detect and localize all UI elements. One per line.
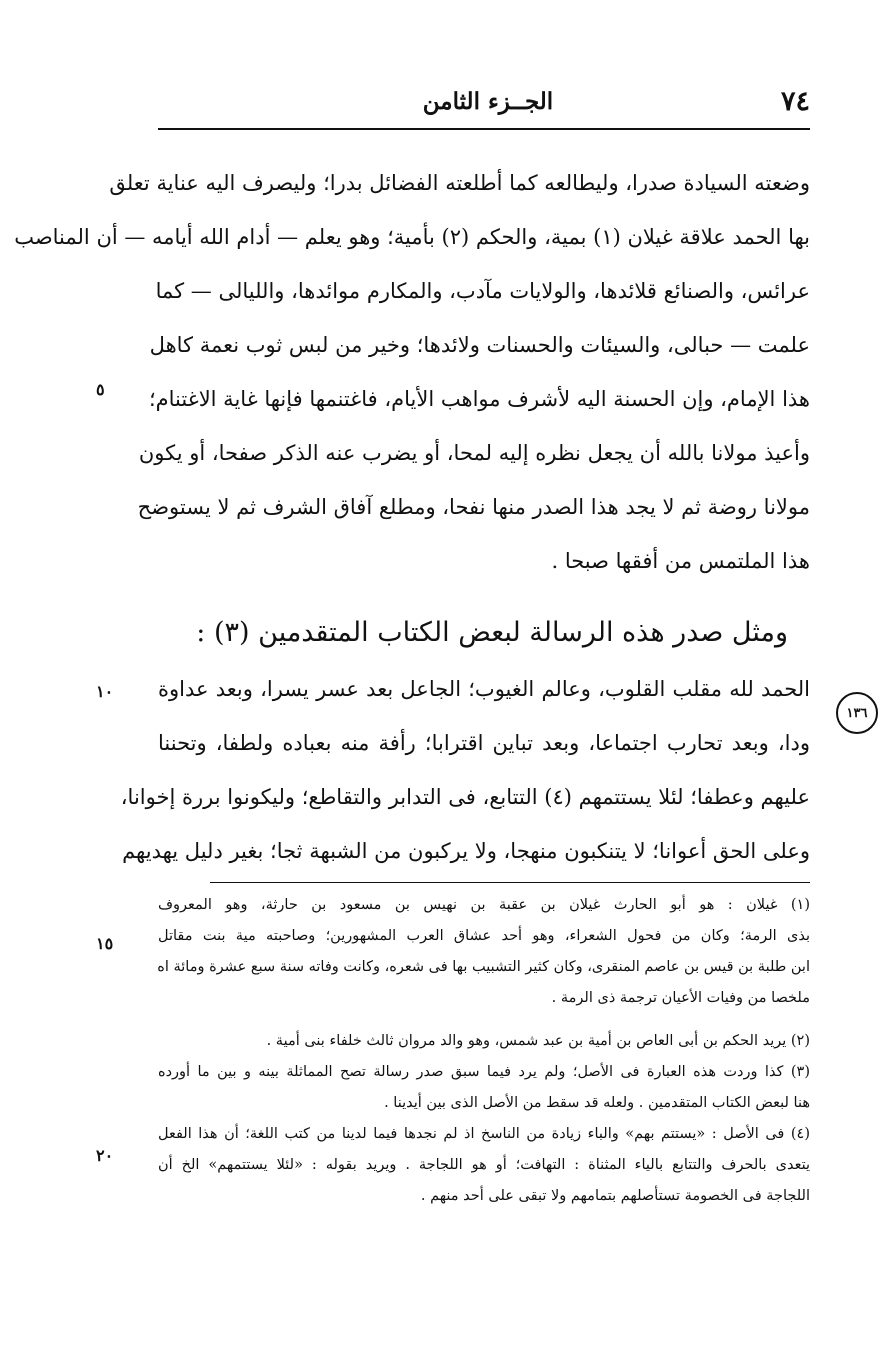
footnotes — [158, 890, 810, 1212]
footnote-line: بذى الرمة؛ وكان من فحول الشعراء، وهو أحد عشاق العرب المشهورين؛ وصاحبته مية بنت مقاتل — [158, 928, 810, 944]
footnote-line: (٣) كذا وردت هذه العبارة فى الأصل؛ ولم يرد فيما سبق صدر رسالة تصح المماثلة بينه و بين ما أورده — [158, 1064, 810, 1080]
section-heading: ومثل صدر هذه الرسالة لبعض الكتاب المتقدمين (٣) : — [196, 617, 788, 648]
footnote-line: يتعدى بالحرف والتتابع بالياء المثناة : التهافت؛ أو هو اللجاجة . ويريد بقوله : «لئلا يستتمهم» الخ أن — [158, 1157, 810, 1173]
text-line: وعلى الحق أعوانا؛ لا يتنكبون منهجا، ولا يركبون من الشبهة ثجا؛ بغير دليل يهديهم — [122, 839, 810, 863]
footnote-line: هنا لبعض الكتاب المتقدمين . ولعله قد سقط من الأصل الذى بين أيدينا . — [384, 1095, 810, 1111]
text-line: هذا الإمام، وإن الحسنة اليه لأشرف مواهب الأيام، فاغتنمها فإنها غاية الاغتنام؛ — [148, 387, 810, 411]
footnote-divider — [210, 882, 810, 883]
footnote-gap — [158, 1014, 810, 1026]
text-line: هذا الملتمس من أفقها صبحا . — [551, 549, 810, 573]
letter-paragraph — [120, 662, 810, 878]
text-line: الحمد لله مقلب القلوب، وعالم الغيوب؛ الجاعل بعد عسر يسرا، وبعد عداوة — [158, 677, 810, 701]
footnote-line: اللجاجة فى الخصومة تستأصلهم بتمامهم ولا تبقى على أحد منهم . — [420, 1188, 810, 1204]
text-line: وضعته السيادة صدرا، وليطالعه كما أطلعته الفضائل بدرا؛ وليصرف اليه عناية تعلق — [109, 171, 810, 195]
text-line: مولانا روضة ثم لا يجد هذا الصدر منها نفحا، ومطلع آفاق الشرف ثم لا يستوضح — [137, 495, 810, 519]
text-line: عرائس، والصنائع قلائدها، والولايات مآدب، والمكارم موائدها، والليالى — كما — [155, 279, 810, 303]
page-number: ٧٤ — [780, 86, 810, 117]
margin-page-stamp: ١٣٦ — [836, 692, 878, 734]
footnote-line: (٢) يريد الحكم بن أبى العاص بن أمية بن عبد شمس، وهو والد مروان ثالث خلفاء بنى أمية . — [266, 1033, 810, 1049]
line-number-15: ١٥ — [96, 934, 114, 953]
text-line: بها الحمد علاقة غيلان (١) بمية، والحكم (٢) بأمية؛ وهو يعلم — أدام الله أيامه — أن المناصب — [14, 225, 810, 249]
footnote-line: (٤) فى الأصل : «يستتم بهم» والباء زيادة من الناسخ اذ لم نجدها فيما لدينا من كتب اللغة؛ أن هذا الفعل — [158, 1126, 810, 1142]
footnote-line: ملخصا من وفيات الأعيان ترجمة ذى الرمة . — [551, 990, 810, 1006]
page-header — [158, 78, 810, 130]
line-number-20: ٢٠ — [96, 1146, 114, 1165]
text-line: علمت — حبالى، والسيئات والحسنات ولائدها؛ وخير من لبس ثوب نعمة كاهل — [149, 333, 810, 357]
text-line: عليهم وعطفا؛ لئلا يستتمهم (٤) التتابع، فى التدابر والتقاطع؛ وليكونوا بررة إخوانا، — [120, 785, 810, 809]
text-line: ودا، وبعد تحارب اجتماعا، وبعد تباين اقترابا؛ رأفة منه بعباده ولطفا، وتحننا — [158, 731, 810, 755]
line-number-10: ١٠ — [96, 682, 114, 701]
footnote-line: ابن طلبة بن قيس بن عاصم المنقرى، وكان كثير التشبيب بها فى شعره، وكانت وفاته سنة سبع عشرة ومائة اه — [157, 959, 810, 975]
footnote-line: (١) غيلان : هو أبو الحارث غيلان بن عقبة بن نهيس بن مسعود بن حارثة، وهو المعروف — [158, 897, 810, 913]
text-line: وأعيذ مولانا بالله أن يجعل نظره إليه لمحا، أو يضرب عنه الذكر صفحا، أو يكون — [138, 441, 810, 465]
paragraph-continuation — [14, 156, 810, 588]
running-title: الجــزء الثامن — [422, 88, 554, 115]
line-number-5: ٥ — [96, 380, 105, 399]
